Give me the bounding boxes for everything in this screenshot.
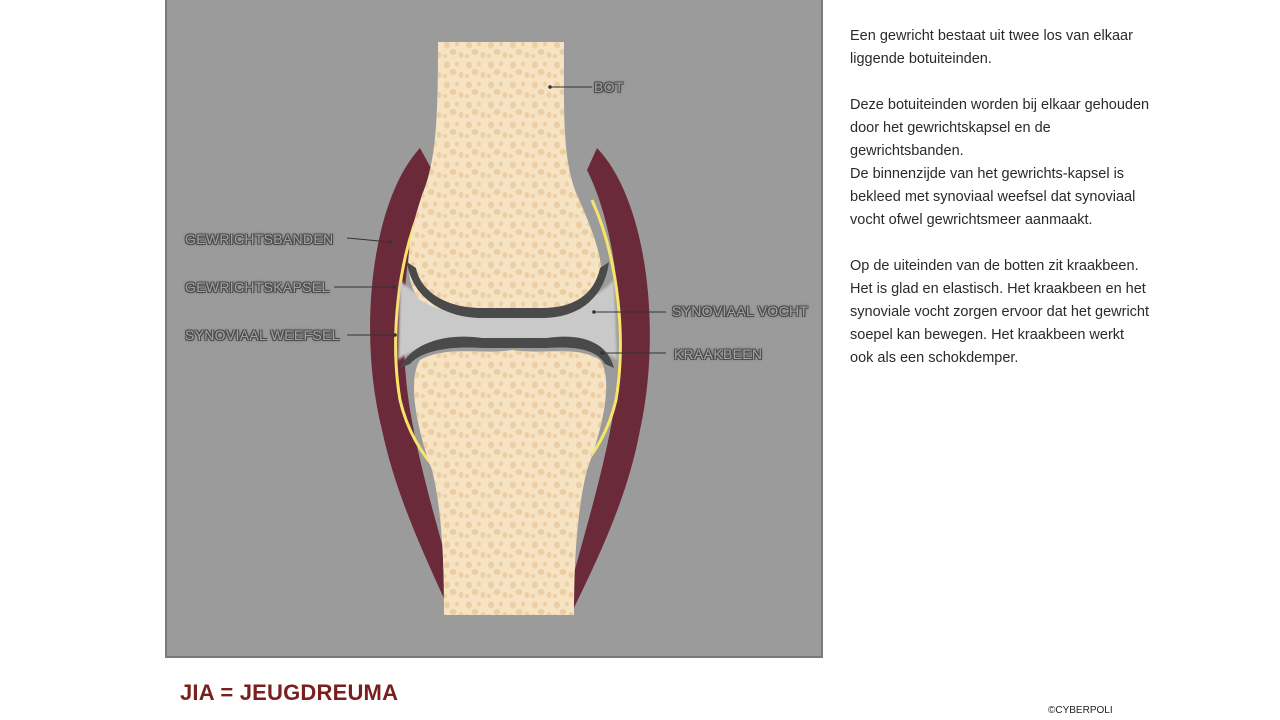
label-synoviaal-weefsel: SYNOVIAAL WEEFSEL xyxy=(185,327,340,343)
label-bot: BOT xyxy=(594,79,624,95)
joint-diagram-panel xyxy=(165,0,823,658)
paragraph-4: Op de uiteinden van de botten zit kraakbeen. Het is glad en elastisch. Het kraakbeen en het synoviale vocht zorgen ervoor dat het gewricht soepel kan bewegen. Het kraakbeen werkt ook als een schokdemper. xyxy=(850,258,1150,366)
explanation-text xyxy=(850,25,1150,393)
paragraph-3: De binnenzijde van het gewrichts-kapsel is bekleed met synoviaal weefsel dat synoviaal vocht ofwel gewrichtsmeer aanmaakt. xyxy=(850,166,1136,228)
paragraph-2: Deze botuiteinden worden bij elkaar gehouden door het gewrichtskapsel en de gewrichtsbanden. xyxy=(850,97,1150,159)
footer-title: JIA = JEUGDREUMA xyxy=(180,680,399,705)
label-gewrichtskapsel: GEWRICHTSKAPSEL xyxy=(185,279,330,295)
paragraph-1: Een gewricht bestaat uit twee los van elkaar liggende botuiteinden. xyxy=(850,28,1133,67)
copyright-text: ©CYBERPOLI xyxy=(1048,705,1113,716)
label-synoviaal-vocht: SYNOVIAAL VOCHT xyxy=(672,303,809,319)
label-gewrichtsbanden: GEWRICHTSBANDEN xyxy=(185,231,334,247)
label-kraakbeen: KRAAKBEEN xyxy=(674,346,763,362)
